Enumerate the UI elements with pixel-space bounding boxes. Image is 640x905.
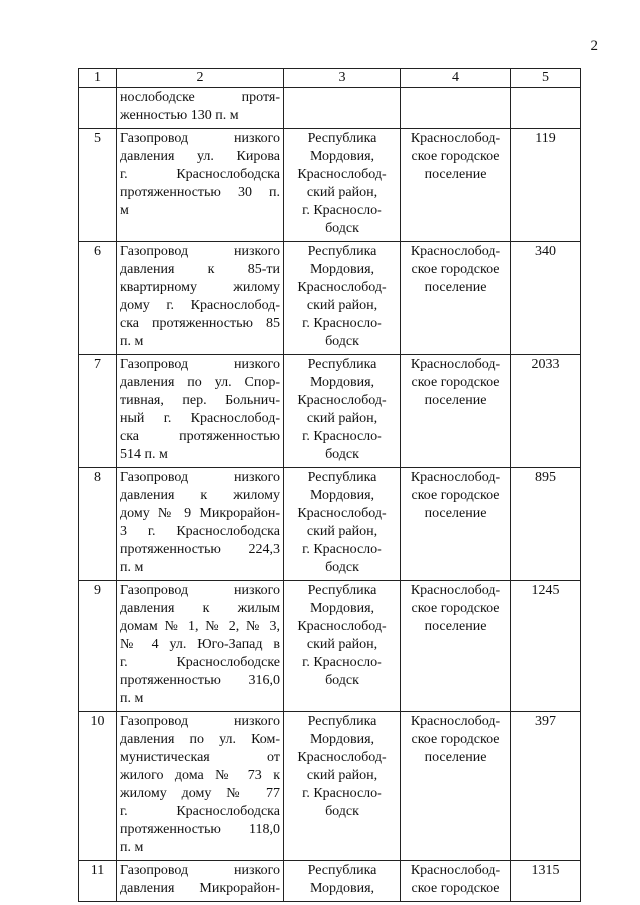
location-line: Мордовия, [309,732,375,747]
row-number-cell: 10 [79,712,117,861]
description-line: жилому дому № 77 [120,786,280,801]
settlement-line: Краснослобод- [410,863,501,878]
description-cell [117,712,284,861]
description-cell [117,355,284,468]
description-line: 3 г. Краснослободска [120,524,280,539]
location-line: Республика [307,863,377,878]
description-line: протяженностью 30 п. [120,185,280,200]
settlement-line: ское городское [411,149,500,164]
description-cell [117,468,284,581]
settlement-line: Краснослобод- [410,131,501,146]
location-line: ский район, [306,637,378,652]
settlement-cell [401,861,511,902]
description-line: дому № 9 Микрорайон- [120,506,280,521]
row-number-cell: 6 [79,242,117,355]
settlement-line: поселение [424,280,487,295]
column-location-header: 3 [284,69,401,88]
description-line: Газопровод низкого [120,244,280,259]
location-line: Краснослобод- [297,750,387,765]
description-line: протяженностью 316,0 [120,673,280,688]
location-cell [284,88,401,129]
location-line: Мордовия, [309,149,375,164]
description-line: ный г. Краснослобод- [120,411,280,426]
row-number-cell [79,88,117,129]
settlement-line: Краснослобод- [410,244,501,259]
description-line: г. Краснослободска [120,167,280,182]
description-line: жилого дома № 73 к [120,768,280,783]
settlement-line: ское городское [411,732,500,747]
location-line: ский район, [306,768,378,783]
column-description-header: 2 [117,69,284,88]
description-line: п. м [120,691,144,706]
location-line: Республика [307,714,377,729]
location-line: бодск [325,334,359,349]
page-number: 2 [590,38,598,54]
table-row [79,355,581,468]
description-line: давления к жилому [120,488,280,503]
description-line: дому г. Краснослобод- [120,298,280,313]
description-cell [117,129,284,242]
description-line: протяженностью 224,3 [120,542,280,557]
description-line: Газопровод низкого [120,470,280,485]
description-line: протяженностью 118,0 [120,822,280,837]
settlement-cell [401,712,511,861]
continuation-row [79,88,581,129]
location-line: бодск [325,221,359,236]
settlement-line: поселение [424,619,487,634]
settlement-line: ское городское [411,488,500,503]
row-number-cell: 9 [79,581,117,712]
settlement-cell [401,468,511,581]
description-line: мунистическая от [120,750,280,765]
table-row [79,129,581,242]
length-cell: 1315 [511,861,581,902]
settlement-cell [401,129,511,242]
table-row [79,861,581,902]
description-line: п. м [120,840,144,855]
location-line: Мордовия, [309,601,375,616]
location-line: г. Красносло- [302,786,382,801]
location-line: Краснослобод- [297,280,387,295]
length-cell: 119 [511,129,581,242]
description-line: Газопровод низкого [120,714,280,729]
row-number-cell: 7 [79,355,117,468]
description-line: давления по ул. Ком- [120,732,280,747]
settlement-line: Краснослобод- [410,714,501,729]
location-line: Республика [307,131,377,146]
location-line: Республика [307,357,377,372]
settlement-line: поселение [424,506,487,521]
location-line: ский район, [306,524,378,539]
description-cell [117,581,284,712]
location-line: Республика [307,583,377,598]
description-line: п. м [120,334,144,349]
row-number-cell: 8 [79,468,117,581]
settlement-line: поселение [424,167,487,182]
row-number-cell: 5 [79,129,117,242]
table-row [79,242,581,355]
row-number-cell: 11 [79,861,117,902]
settlement-cell [401,242,511,355]
table-row [79,712,581,861]
location-line: Мордовия, [309,488,375,503]
table-row [79,468,581,581]
description-line: Газопровод низкого [120,357,280,372]
description-line: 514 п. м [120,447,168,462]
length-cell: 340 [511,242,581,355]
description-line: давления к жилым [120,601,280,616]
description-line: ска протяженностью [120,429,280,444]
settlement-line: Краснослобод- [410,357,501,372]
description-line: квартирному жилому [120,280,280,295]
description-line: ска протяженностью 85 [120,316,280,331]
location-line: Республика [307,470,377,485]
column-length-header: 5 [511,69,581,88]
description-line: г. Краснослободске [120,655,280,670]
description-line: женностью 130 п. м [120,108,239,123]
location-line: Краснослобод- [297,393,387,408]
description-line: Газопровод низкого [120,863,280,878]
column-number-header: 1 [79,69,117,88]
location-line: бодск [325,673,359,688]
location-cell [284,712,401,861]
location-line: г. Красносло- [302,203,382,218]
settlement-line: ское городское [411,375,500,390]
description-line: давления ул. Кирова [120,149,280,164]
table-row [79,581,581,712]
description-line: давления по ул. Спор- [120,375,280,390]
location-line: бодск [325,447,359,462]
table-body [79,69,581,902]
description-line: Газопровод низкого [120,583,280,598]
location-line: ский район, [306,298,378,313]
location-line: ский район, [306,411,378,426]
location-line: Краснослобод- [297,506,387,521]
location-line: ский район, [306,185,378,200]
column-settlement-header: 4 [401,69,511,88]
settlement-cell [401,355,511,468]
location-line: Мордовия, [309,881,375,896]
description-line: г. Краснослободска [120,804,280,819]
description-cell [117,861,284,902]
header-row [79,69,581,88]
description-line: № 4 ул. Юго-Запад в [120,637,280,652]
settlement-line: Краснослобод- [410,470,501,485]
location-cell [284,468,401,581]
length-cell [511,88,581,129]
description-line: домам № 1, № 2, № 3, [120,619,280,634]
length-cell: 2033 [511,355,581,468]
location-line: Мордовия, [309,375,375,390]
location-line: Краснослобод- [297,619,387,634]
location-line: бодск [325,804,359,819]
length-cell: 895 [511,468,581,581]
location-line: г. Красносло- [302,429,382,444]
description-line: Газопровод низкого [120,131,280,146]
settlement-line: ское городское [411,601,500,616]
location-cell [284,861,401,902]
gas-pipeline-table [78,68,581,902]
description-cell [117,88,284,129]
location-line: бодск [325,560,359,575]
length-cell: 397 [511,712,581,861]
location-line: Краснослобод- [297,167,387,182]
settlement-line: поселение [424,750,487,765]
settlement-line: Краснослобод- [410,583,501,598]
description-line: давления к 85-ти [120,262,280,277]
location-cell [284,242,401,355]
description-cell [117,242,284,355]
settlement-line: ское городское [411,262,500,277]
location-line: Республика [307,244,377,259]
description-line: нослободске протя- [120,90,280,105]
description-line: м [120,203,129,218]
location-cell [284,581,401,712]
settlement-line: ское городское [411,881,500,896]
description-line: п. м [120,560,144,575]
description-line: давления Микрорайон- [120,881,280,896]
location-line: Мордовия, [309,262,375,277]
description-line: тивная, пер. Больнич- [120,393,280,408]
location-line: г. Красносло- [302,316,382,331]
length-cell: 1245 [511,581,581,712]
location-line: г. Красносло- [302,542,382,557]
location-cell [284,355,401,468]
settlement-cell [401,581,511,712]
settlement-cell [401,88,511,129]
location-line: г. Красносло- [302,655,382,670]
location-cell [284,129,401,242]
settlement-line: поселение [424,393,487,408]
